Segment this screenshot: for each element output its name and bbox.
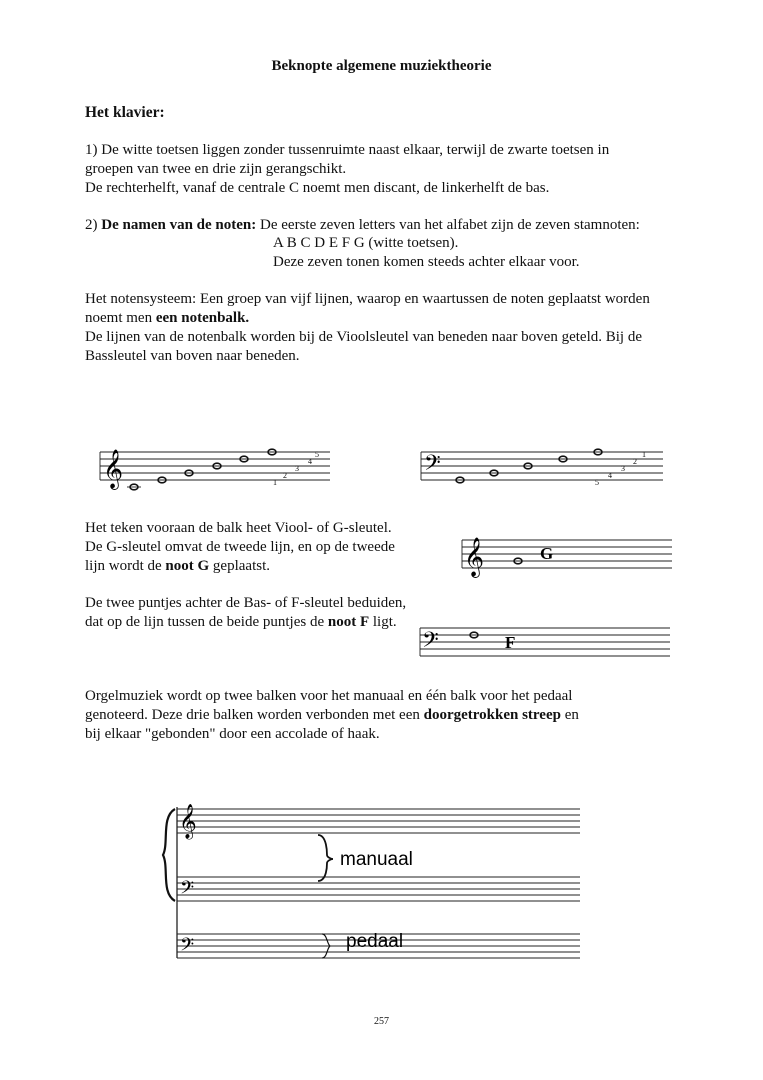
note-letters: A B C D E F G (witte toetsen). <box>273 235 459 251</box>
text-line: 1) De witte toetsen liggen zonder tussenruimte naast elkaar, terwijl de zwarte toetsen in <box>85 142 610 158</box>
g-clef-staff <box>460 530 675 580</box>
text-line: Deze zeven tonen komen steeds achter elkaar voor. <box>273 254 580 270</box>
page-title: Beknopte algemene muziektheorie <box>271 58 492 74</box>
line-number: 4 <box>608 471 612 480</box>
paragraph-f-clef <box>85 594 445 632</box>
bass-staff-example <box>418 440 668 500</box>
text-line: Orgelmuziek wordt op twee balken voor het manuaal en één balk voor het pedaal <box>85 688 573 704</box>
text-line <box>85 557 455 576</box>
line-number: 4 <box>308 457 312 466</box>
text-line: bij elkaar "gebonden" door een accolade of haak. <box>85 726 380 742</box>
bold-term: een notenbalk. <box>155 310 250 326</box>
bold-term: De namen van de noten: <box>101 217 257 233</box>
paragraph-staff-system <box>85 290 715 366</box>
text-line <box>85 309 715 328</box>
paragraph-g-clef <box>85 519 455 576</box>
section-heading: Het klavier: <box>85 104 165 121</box>
page-number: 257 <box>374 1016 389 1027</box>
text-prefix: 2) <box>85 217 102 233</box>
text-line: Het notensysteem: Een groep van vijf lijnen, waarop en waartussen de noten geplaatst worden <box>85 291 650 307</box>
bold-term: noot G <box>165 558 210 574</box>
text-prefix: dat op de lijn tussen de beide puntjes de <box>85 614 328 630</box>
manuaal-label: manuaal <box>340 849 413 870</box>
bass-clef-icon: 𝄢 <box>424 451 441 481</box>
text-line: De lijnen van de notenbalk worden bij de Vioolsleutel van beneden naar boven geteld. Bij de <box>85 329 642 345</box>
text-line <box>85 706 715 725</box>
line-number: 2 <box>283 471 287 480</box>
text-rest: geplaatst. <box>209 558 270 574</box>
text-line: Het teken vooraan de balk heet Viool- of G-sleutel. <box>85 520 392 536</box>
text-line: De twee puntjes achter de Bas- of F-sleutel beduiden, <box>85 595 407 611</box>
treble-clef-icon: 𝄞 <box>179 804 197 839</box>
paragraph-organ <box>85 687 715 744</box>
text-line <box>85 613 445 632</box>
line-number: 2 <box>633 457 637 466</box>
bass-clef-icon: 𝄢 <box>180 935 195 960</box>
text-line <box>85 216 715 235</box>
text-line: groepen van twee en drie zijn gerangschikt. <box>85 161 347 177</box>
f-clef-staff <box>418 624 673 660</box>
bold-term: noot F <box>327 614 370 630</box>
text-prefix: lijn wordt de <box>85 558 166 574</box>
text-prefix: noemt men <box>85 310 156 326</box>
treble-clef-icon: 𝄞 <box>464 537 485 577</box>
text-line: Bassleutel van boven naar beneden. <box>85 348 300 364</box>
note-label: F <box>505 633 516 652</box>
text-rest: ligt. <box>369 614 397 630</box>
paragraph-note-names <box>85 216 715 235</box>
line-number: 1 <box>642 450 646 459</box>
line-number: 3 <box>295 464 299 473</box>
paragraph-keyboard <box>85 141 715 198</box>
treble-staff-example <box>95 440 335 500</box>
line-number: 1 <box>273 478 277 487</box>
text-prefix: genoteerd. Deze drie balken worden verbonden met een <box>85 707 424 723</box>
bold-term: doorgetrokken streep <box>423 707 561 723</box>
line-number: 5 <box>595 478 599 487</box>
organ-system <box>155 795 585 970</box>
pedaal-label: pedaal <box>346 931 404 952</box>
line-number: 3 <box>621 464 625 473</box>
text-rest: en <box>560 707 579 723</box>
text-line: De G-sleutel omvat de tweede lijn, en op de tweede <box>85 539 395 555</box>
text-rest: De eerste zeven letters van het alfabet zijn de zeven stamnoten: <box>256 217 640 233</box>
accolade-icon <box>163 809 175 901</box>
treble-clef-icon: 𝄞 <box>103 449 124 489</box>
text-line: De rechterhelft, vanaf de centrale C noemt men discant, de linkerhelft de bas. <box>85 180 550 196</box>
bass-clef-icon: 𝄢 <box>422 628 439 658</box>
bass-clef-icon: 𝄢 <box>180 878 195 903</box>
note-label: G <box>540 544 554 563</box>
brace-icon <box>318 835 333 881</box>
line-number: 5 <box>315 450 319 459</box>
